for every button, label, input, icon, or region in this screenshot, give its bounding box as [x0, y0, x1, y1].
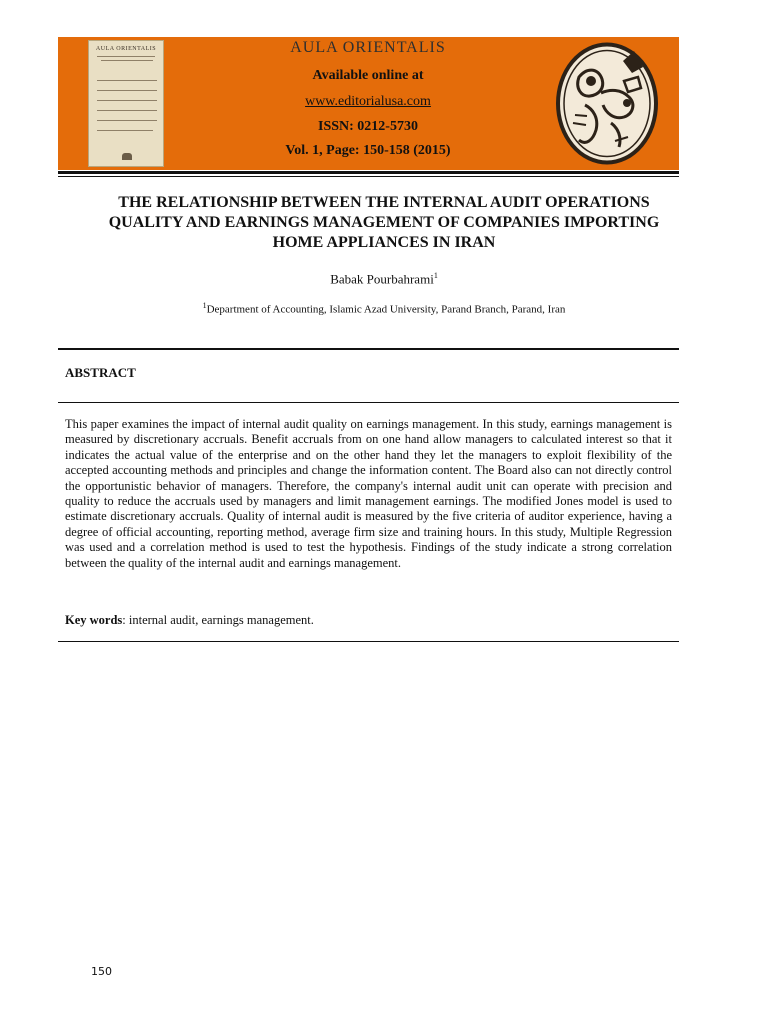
journal-name: AULA ORIENTALIS: [290, 39, 446, 56]
ancient-seal-icon: [555, 41, 659, 166]
journal-volume: Vol. 1, Page: 150-158 (2015): [285, 143, 451, 158]
abstract-bottom-rule: [58, 641, 679, 642]
affiliation-superscript: 1: [202, 301, 207, 310]
author-affiliation: [0, 301, 768, 316]
header-rule-thin: [58, 176, 679, 177]
author-line: [0, 271, 768, 287]
page-number: 150: [91, 965, 112, 978]
paper-title: THE RELATIONSHIP BETWEEN THE INTERNAL AUDIT OPERATIONS QUALITY AND EARNINGS MANAGEMENT OF COMPANIES IMPORTING HOME APPLIANCES IN IRAN: [108, 194, 660, 251]
journal-cover-image: [88, 40, 164, 167]
keywords-label: Key words: [65, 613, 123, 627]
available-online-label: Available online at: [312, 68, 424, 83]
author-superscript: 1: [433, 271, 438, 280]
author-name: Babak Pourbahrami: [330, 271, 434, 287]
cover-text-line: [97, 100, 157, 101]
cover-text-line: [101, 60, 153, 61]
cover-text-line: [97, 56, 155, 57]
abstract-heading: ABSTRACT: [65, 365, 136, 380]
journal-issn: ISSN: 0212-5730: [318, 119, 418, 134]
abstract-top-rule: [58, 348, 679, 350]
journal-header-banner: [58, 37, 679, 170]
abstract-heading-rule: [58, 402, 679, 403]
cover-text-line: [97, 130, 153, 131]
keywords-value: : internal audit, earnings management.: [122, 613, 314, 627]
cover-text-line: [97, 120, 157, 121]
journal-website-link[interactable]: www.editorialusa.com: [305, 94, 431, 109]
cover-text-line: [97, 80, 157, 81]
cover-title: AULA ORIENTALIS: [95, 46, 157, 52]
cover-text-line: [97, 90, 157, 91]
keywords-line: [65, 613, 672, 628]
abstract-body: This paper examines the impact of internal audit quality on earnings management. In this study, earnings management is measured by discretionary accruals. Benefit accruals from on one hand allow managers to calculated interest so that it indicates the actual value of the enterprise and on the other hand they let the managers to exploit flexibility of the accepted accounting methods and principles and change the information content. The Board also can not directly control the opportunistic behavior of managers. Therefore, the company's internal audit unit can operate with precision and quality to reduce the accruals used by managers and limit management earnings. The modified Jones model is used to estimate discretionary accruals. Quality of internal audit is measured by the five criteria of auditor experience, having a degree of official accounting, reporting method, average firm size and training hours. In this study, Multiple Regression was used and a correlation method is used to test the hypothesis. Findings of the study indicate a strong correlation between the quality of the internal audit and earnings management.: [65, 417, 672, 570]
cover-text-line: [97, 110, 157, 111]
header-rule-thick: [58, 171, 679, 174]
affiliation-text: Department of Accounting, Islamic Azad University, Parand Branch, Parand, Iran: [206, 303, 566, 316]
cover-emblem-icon: [122, 153, 132, 160]
